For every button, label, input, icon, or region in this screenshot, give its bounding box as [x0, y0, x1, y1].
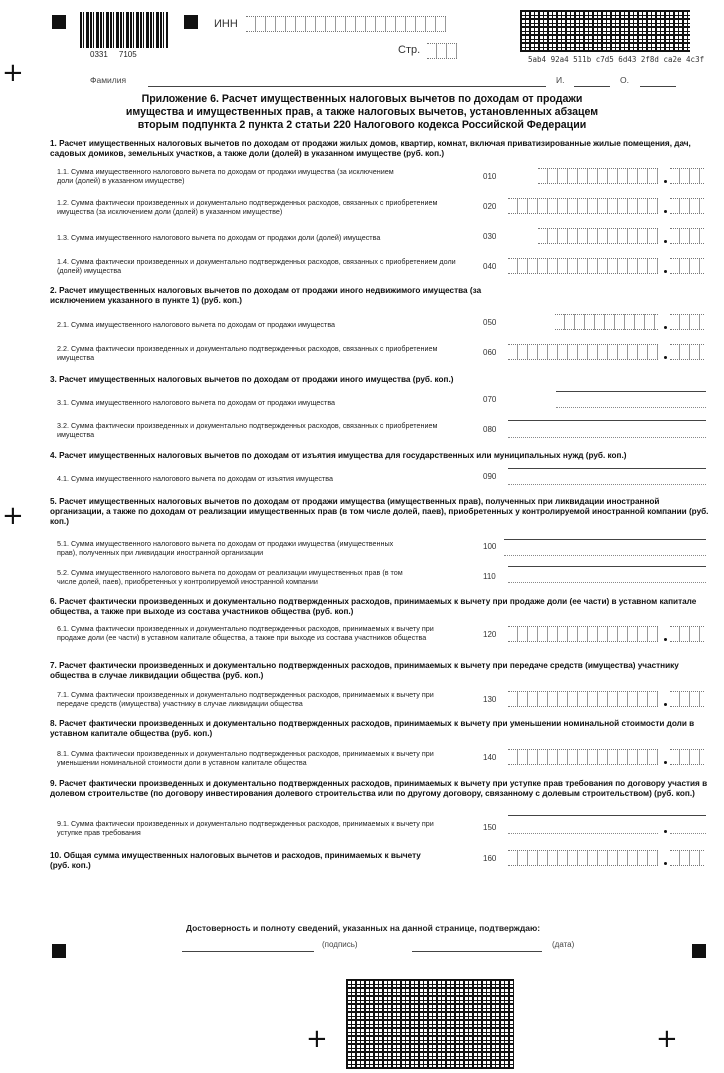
- line-code: 100: [483, 542, 497, 551]
- item-6-1: 6.1. Сумма фактически произведенных и документально подтвержденных расходов, принимаемых к вычету при продаже доли (ее части) в уставном капитале общества, а также при выходе из состава участников общества: [57, 624, 434, 642]
- confirmation-text: Достоверность и полноту сведений, указанных на данной странице, подтверждаю:: [186, 923, 541, 933]
- amount-field-130[interactable]: [508, 691, 658, 707]
- title-line: Приложение 6. Расчет имущественных налоговых вычетов по доходам от продажи: [141, 93, 583, 105]
- decimal-point: [664, 830, 667, 833]
- barcode-number: 0331 7105: [90, 50, 137, 59]
- signature-label: (подпись): [322, 940, 358, 949]
- amount-field-120[interactable]: [508, 626, 658, 642]
- amount-dotline-110: [508, 582, 706, 583]
- amount-field-040[interactable]: [508, 258, 658, 274]
- section-10-heading: 10. Общая сумма имущественных налоговых вычетов и расходов, принимаемых к вычету (руб. коп.): [50, 851, 421, 870]
- date-field[interactable]: [412, 951, 542, 952]
- decimal-point: [664, 638, 667, 641]
- initial-i-field[interactable]: [574, 86, 610, 87]
- line-code: 020: [483, 202, 497, 211]
- decimal-point: [664, 240, 667, 243]
- amount-field-030[interactable]: [538, 228, 658, 244]
- inn-label: ИНН: [214, 18, 238, 30]
- line-code: 120: [483, 630, 497, 639]
- decimal-point: [664, 356, 667, 359]
- crosshair-mark: +: [2, 501, 24, 531]
- item-3-2: 3.2. Сумма фактически произведенных и документально подтвержденных расходов, связанных с приобретением имущества: [57, 421, 438, 439]
- item-4-1: 4.1. Сумма имущественного налогового вычета по доходам от изъятия имущества: [57, 474, 334, 483]
- kopeck-field-140[interactable]: [670, 749, 704, 765]
- item-1-4: 1.4. Сумма фактически произведенных и документально подтвержденных расходов, связанных с приобретением доли (долей) имущества: [57, 257, 456, 275]
- line-code: 030: [483, 232, 497, 241]
- amount-field-140[interactable]: [508, 749, 658, 765]
- section-8-heading: 8. Расчет фактически произведенных и документально подтвержденных расходов, принимаемых к вычету при уменьшении номинальной стоимости доли в уставном капитале общества (руб. коп.): [50, 719, 695, 738]
- amount-field-160[interactable]: [508, 850, 658, 866]
- line-code: 050: [483, 318, 497, 327]
- kopeck-field-120[interactable]: [670, 626, 704, 642]
- page-number-field[interactable]: [427, 43, 457, 59]
- initial-o-field[interactable]: [640, 86, 676, 87]
- line-code: 160: [483, 854, 497, 863]
- kopeck-field-030[interactable]: [670, 228, 704, 244]
- surname-label: Фамилия: [90, 75, 127, 85]
- section-9-heading: 9. Расчет фактически произведенных и документально подтвержденных расходов, принимаемых к вычету при уступке прав требования по договору участия в долевом строительстве (по договору инвестирования долевого строительства или по другому договору, связанному с долевым строительством) (руб. коп.): [50, 779, 708, 798]
- 2d-barcode: [346, 979, 514, 1069]
- section-6-heading: 6. Расчет фактически произведенных и документально подтвержденных расходов, принимаемых к вычету при продаже доли (ее части) в уставном капитале общества, а также при выходе из состава участников общества (руб. коп.): [50, 597, 697, 616]
- amount-line-090[interactable]: [508, 468, 706, 469]
- initial-i-label: И.: [556, 75, 565, 85]
- kopeck-field-060[interactable]: [670, 344, 704, 360]
- kopeck-field-010[interactable]: [670, 168, 704, 184]
- kopeck-field-160[interactable]: [670, 850, 704, 866]
- item-2-1: 2.1. Сумма имущественного налогового вычета по доходам от продажи имущества: [57, 320, 336, 329]
- barcode-code: 5ab4 92a4 511b c7d5 6d43 2f8d ca2e 4c3f: [528, 55, 705, 64]
- amount-dotline-150: [508, 833, 658, 834]
- line-code: 040: [483, 262, 497, 271]
- inn-field[interactable]: [246, 16, 446, 32]
- item-1-2: 1.2. Сумма фактически произведенных и документально подтвержденных расходов, связанных с приобретением имущества (за исключением доли (долей) в указанном имуществе): [57, 198, 438, 216]
- line-code: 090: [483, 472, 497, 481]
- amount-line-100[interactable]: [504, 539, 706, 540]
- registration-mark: [692, 944, 706, 958]
- item-8-1: 8.1. Сумма фактически произведенных и документально подтвержденных расходов, принимаемых к вычету при уменьшении номинальной стоимости доли в уставном капитале общества: [57, 749, 434, 767]
- amount-line-110[interactable]: [508, 566, 706, 567]
- page-title: [60, 93, 664, 132]
- line-code: 010: [483, 172, 497, 181]
- item-1-1: 1.1. Сумма имущественного налогового вычета по доходам от продажи имущества (за исключением доли (долей) в указанном имуществе): [57, 167, 394, 185]
- registration-mark: [52, 944, 66, 958]
- decimal-point: [664, 326, 667, 329]
- line-code: 080: [483, 425, 497, 434]
- decimal-point: [664, 270, 667, 273]
- registration-mark: [184, 15, 198, 29]
- crosshair-mark: +: [306, 1024, 328, 1054]
- kopeck-field-040[interactable]: [670, 258, 704, 274]
- date-label: (дата): [552, 940, 575, 949]
- amount-dotline-100: [504, 555, 706, 556]
- line-code: 150: [483, 823, 497, 832]
- title-line: имущества и имущественных прав, а также налоговых вычетов, установленных абзацем: [125, 106, 599, 118]
- kopeck-field-050[interactable]: [670, 314, 704, 330]
- amount-line-070[interactable]: [556, 391, 706, 392]
- signature-field[interactable]: [182, 951, 314, 952]
- item-2-2: 2.2. Сумма фактически произведенных и документально подтвержденных расходов, связанных с приобретением имущества: [57, 344, 438, 362]
- item-5-1: 5.1. Сумма имущественного налогового вычета по доходам от продажи имущества (имущественных прав), полученных при ликвидации иностранной организации: [57, 539, 394, 557]
- item-5-2: 5.2. Сумма имущественного налогового вычета по доходам от реализации имущественных прав (в том числе долей, паев), приобретенных у контролируемой иностранной компании: [57, 568, 403, 586]
- line-code: 070: [483, 395, 497, 404]
- amount-field-010[interactable]: [538, 168, 658, 184]
- decimal-point: [664, 703, 667, 706]
- item-3-1: 3.1. Сумма имущественного налогового вычета по доходам от продажи имущества: [57, 398, 336, 407]
- title-line: вторым подпункта 2 пункта 2 статьи 220 Налогового кодекса Российской Федерации: [137, 119, 587, 131]
- section-1-heading: 1. Расчет имущественных налоговых вычетов по доходам от продажи жилых домов, квартир, комнат, включая приватизированные жилые помещения, дач, садовых домиков, земельных участков, а также доли (долей) в указанном имуществе (руб. коп.): [50, 139, 691, 158]
- kopeck-dotline-150: [670, 833, 706, 834]
- 2d-barcode: [520, 10, 690, 52]
- amount-field-020[interactable]: [508, 198, 658, 214]
- registration-mark: [52, 15, 66, 29]
- amount-field-060[interactable]: [508, 344, 658, 360]
- amount-dotline-090: [508, 484, 706, 485]
- item-9-1: 9.1. Сумма фактически произведенных и документально подтвержденных расходов, принимаемых к вычету при уступке прав требования: [57, 819, 434, 837]
- page-label: Стр.: [398, 44, 421, 56]
- line-code: 060: [483, 348, 497, 357]
- section-7-heading: 7. Расчет фактически произведенных и документально подтвержденных расходов, принимаемых к вычету при передаче средств (имущества) участнику общества в случае ликвидации общества (руб. коп.): [50, 661, 679, 680]
- line-code: 140: [483, 753, 497, 762]
- linear-barcode: [80, 12, 168, 48]
- decimal-point: [664, 862, 667, 865]
- decimal-point: [664, 210, 667, 213]
- surname-field[interactable]: [148, 86, 546, 87]
- amount-dotline-080: [508, 437, 706, 438]
- line-code: 130: [483, 695, 497, 704]
- section-5-heading: 5. Расчет имущественных налоговых вычетов по доходам от продажи имущества (имущественных прав), полученных при ликвидации иностранной организации, а также по доходам от реализации имущественных прав (в том числе долей, паев), приобретенных у контролируемой иностранной компании (руб. коп.): [50, 497, 709, 526]
- crosshair-mark: +: [656, 1024, 678, 1054]
- item-7-1: 7.1. Сумма фактически произведенных и документально подтвержденных расходов, принимаемых к вычету при передаче средств (имущества) участнику в случае ликвидации общества: [57, 690, 434, 708]
- section-2-heading: 2. Расчет имущественных налоговых вычетов по доходам от продажи иного недвижимого имущества (за исключением указанного в пункте 1) (руб. коп.): [50, 286, 482, 305]
- amount-dotline-070: [556, 407, 706, 408]
- kopeck-field-130[interactable]: [670, 691, 704, 707]
- item-1-3: 1.3. Сумма имущественного налогового вычета по доходам от продажи доли (долей) имущества: [57, 233, 381, 242]
- line-code: 110: [483, 572, 496, 581]
- crosshair-mark: +: [2, 58, 24, 88]
- decimal-point: [664, 180, 667, 183]
- initial-o-label: О.: [620, 75, 629, 85]
- decimal-point: [664, 761, 667, 764]
- section-4-heading: 4. Расчет имущественных налоговых вычетов по доходам от изъятия имущества для государственных или муниципальных нужд (руб. коп.): [50, 451, 627, 460]
- kopeck-field-020[interactable]: [670, 198, 704, 214]
- amount-field-050[interactable]: [555, 314, 658, 330]
- section-3-heading: 3. Расчет имущественных налоговых вычетов по доходам от продажи иного имущества (руб. коп.): [50, 375, 454, 384]
- amount-line-080[interactable]: [508, 420, 706, 421]
- amount-line-150[interactable]: [508, 815, 706, 816]
